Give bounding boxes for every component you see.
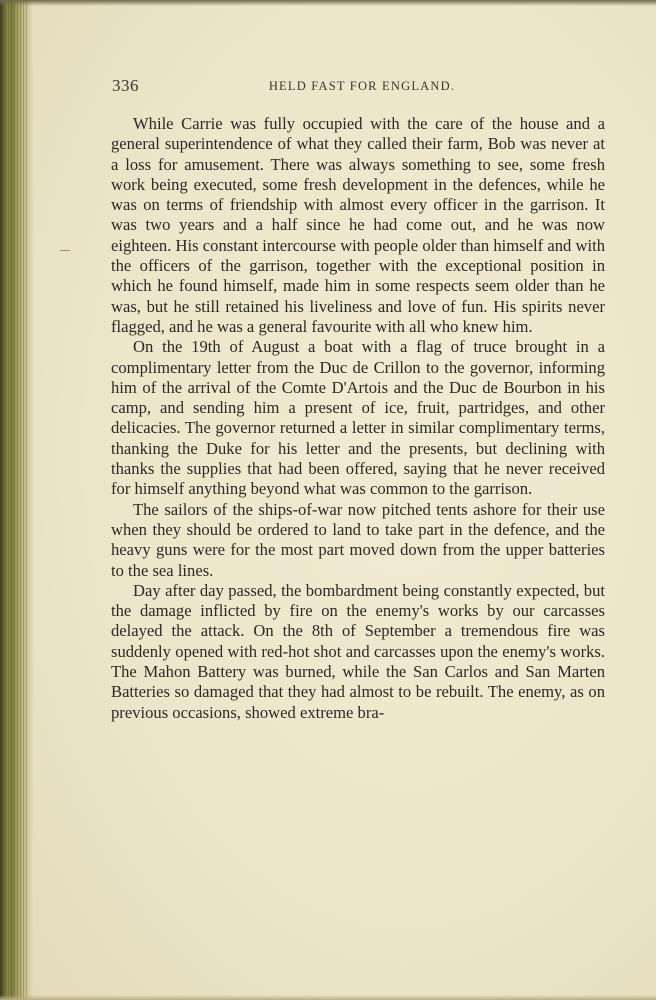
paragraph-3: The sailors of the ships-of-war now pitched tents ashore for their use when they should be ordered to land to take part in the defence, and the heavy guns were for the most part moved down from the upper batteries to the sea lines. xyxy=(111,499,605,580)
top-edge-shadow xyxy=(0,0,656,6)
running-head xyxy=(112,76,582,98)
running-title: HELD FAST FOR ENGLAND. xyxy=(268,79,456,93)
margin-mark xyxy=(60,250,70,251)
paragraph-1: While Carrie was fully occupied with the care of the house and a general superintendence of what they called their farm, Bob was never at a loss for amusement. There was always something to see, some fresh work being executed, some fresh development in the defences, while he was on terms of friendship with almost every officer in the garrison. It was two years and a half since he had come out, and he was now eighteen. His constant intercourse with people older than himself and with the officers of the garrison, together with the exceptional position in which he found himself, made him in some respects seem older than he was, but he still retained his liveliness and love of fun. His spirits never flagged, and he was a general favourite with all who knew him. xyxy=(111,114,605,336)
paragraph-4: Day after day passed, the bombardment being constantly expected, but the damage inflicted by fire on the enemy's works by our carcasses delayed the attack. On the 8th of September a tremendous fire was suddenly opened with red-hot shot and carcasses upon the enemy's works. The Mahon Battery was burned, while the San Carlos and San Marten Batteries so damaged that they had almost to be rebuilt. The enemy, as on previous occasions, showed extreme bra- xyxy=(111,580,605,722)
bottom-edge xyxy=(0,995,656,1000)
page-number: 336 xyxy=(112,76,139,95)
paragraph-2: On the 19th of August a boat with a flag of truce brought in a complimentary letter from the Duc de Crillon to the governor, informing him of the arrival of the Comte D'Artois and the Duc de Bourbon in his camp, and sending him a present of ice, fruit, partridges, and other delicacies. The governor returned a letter in similar complimentary terms, thanking the Duke for his letter and the presents, but declining with thanks the supplies that had been offered, saying that he never received for himself anything beyond what was common to the garrison. xyxy=(111,337,605,499)
page-edge-lines xyxy=(2,0,28,1000)
body-text xyxy=(111,114,605,723)
